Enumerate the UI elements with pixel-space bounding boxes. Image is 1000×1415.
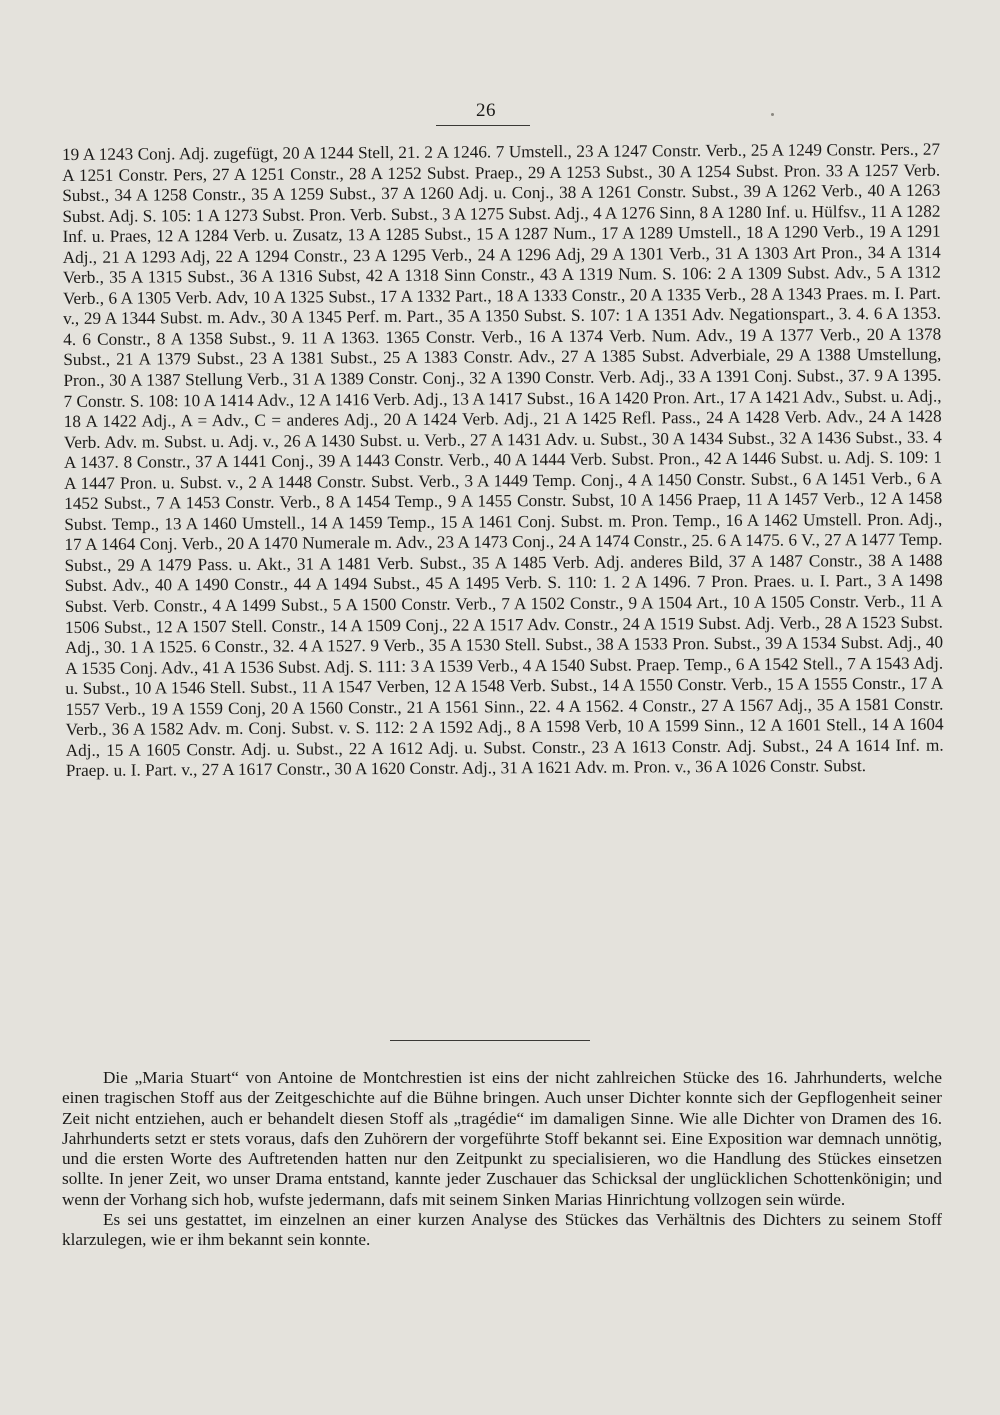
page-number: 26 (476, 100, 496, 121)
line-change-index: 19 A 1243 Conj. Adj. zugefügt, 20 A 1244 Stell, 21. 2 A 1246. 7 Umstell., 23 A 1247 Constr. Verb., 25 A 1249 Constr. Pers., 27 A 1251 Constr. Pers, 27 A 1251 Constr., 28 A 1252 Subst. Praep., 29 A 1253 Subst., 30 A 1254 Subst. Pron. 33 A 1257 Verb. Subst., 34 A 1258 Constr., 35 A 1259 Subst., 37 A 1260 Adj. u. Conj., 38 A 1261 Constr. Subst., 39 A 1262 Verb., 40 A 1263 Subst. Adj. S. 105: 1 A 1273 Subst. Pron. Verb. Subst., 3 A 1275 Subst. Adj., 4 A 1276 Sinn, 8 A 1280 Inf. u. Hülfsv., 11 A 1282 Inf. u. Praes, 12 A 1284 Verb. u. Zusatz, 13 A 1285 Subst., 15 A 1287 Num., 17 A 1289 Umstell., 18 A 1290 Verb., 19 A 1291 Adj., 21 A 1293 Adj, 22 A 1294 Constr., 23 A 1295 Verb., 24 A 1296 Adj, 29 A 1301 Verb., 31 A 1303 Art Pron., 34 A 1314 Verb., 35 A 1315 Subst., 36 A 1316 Subst, 42 A 1318 Sinn Constr., 43 A 1319 Num. S. 106: 2 A 1309 Subst. Adv., 5 A 1312 Verb., 6 A 1305 Verb. Adv, 10 A 1325 Subst., 17 A 1332 Part., 18 A 1333 Constr., 20 A 1335 Verb., 28 A 1343 Praes. m. I. Part. v., 29 A 1344 Subst. m. Adv., 30 A 1345 Perf. m. Part., 35 A 1350 Subst. S. 107: 1 A 1351 Adv. Negationspart., 3. 4. 6 A 1353. 4. 6 Constr., 8 A 1358 Subst., 9. 11 A 1363. 1365 Constr. Verb., 16 A 1374 Verb. Num. Adv., 19 A 1377 Verb., 20 A 1378 Subst., 21 A 1379 Subst., 23 A 1381 Subst., 25 A 1383 Constr. Adv., 27 A 1385 Subst. Adverbiale, 29 A 1388 Umstellung, Pron., 30 A 1387 Stellung Verb., 31 A 1389 Constr. Conj., 32 A 1390 Constr. Verb. Adj., 33 A 1391 Conj. Subst., 37. 9 A 1395. 7 Constr. S. 108: 10 A 1414 Adv., 12 A 1416 Verb. Adj., 13 A 1417 Subst., 16 A 1420 Pron. Art., 17 A 1421 Adv., Subst. u. Adj., 18 A 1422 Adj., A = Adv., C = anderes Adj., 20 A 1424 Verb. Adj., 21 A 1425 Refl. Pass., 24 A 1428 Verb. Adv., 24 A 1428 Verb. Adv. m. Subst. u. Adj. v., 26 A 1430 Subst. u. Verb., 27 A 1431 Adv. u. Subst., 30 A 1434 Subst., 32 A 1436 Subst., 33. 4 A 1437. 8 Constr., 37 A 1441 Conj., 39 A 1443 Constr. Verb., 40 A 1444 Verb. Subst. Pron., 42 A 1446 Subst. u. Adj. S. 109: 1 A 1447 Pron. u. Subst. v., 2 A 1448 Constr. Subst. Verb., 3 A 1449 Temp. Conj., 4 A 1450 Constr. Subst., 6 A 1451 Verb., 6 A 1452 Subst., 7 A 1453 Constr. Verb., 8 A 1454 Temp., 9 A 1455 Constr. Subst, 10 A 1456 Praep, 11 A 1457 Verb., 12 A 1458 Subst. Temp., 13 A 1460 Umstell., 14 A 1459 Temp., 15 A 1461 Conj. Subst. m. Pron. Temp., 16 A 1462 Umstell. Pron. Adj., 17 A 1464 Conj. Verb., 20 A 1470 Numerale m. Adv., 23 A 1473 Conj., 24 A 1474 Constr., 25. 6 A 1475. 6 V., 27 A 1477 Temp. Subst., 29 A 1479 Pass. u. Akt., 31 A 1481 Verb. Subst., 35 A 1485 Verb. Adj. anderes Bild, 37 A 1487 Constr., 38 A 1488 Subst. Adv., 40 A 1490 Constr., 44 A 1494 Subst., 45 A 1495 Verb. S. 110: 1. 2 A 1496. 7 Pron. Praes. u. I. Part., 3 A 1498 Subst. Verb. Constr., 4 A 1499 Subst., 5 A 1500 Constr. Verb., 7 A 1502 Constr., 9 A 1504 Art., 10 A 1505 Constr. Verb., 11 A 1506 Subst., 12 A 1507 Stell. Constr., 14 A 1509 Conj., 22 A 1517 Adv. Constr., 24 A 1519 Subst. Adj. Verb., 28 A 1523 Subst. Adj., 30. 1 A 1525. 6 Constr., 32. 4 A 1527. 9 Verb., 35 A 1530 Stell. Subst., 38 A 1533 Pron. Subst., 39 A 1534 Subst. Adj., 40 A 1535 Conj. Adv., 41 A 1536 Subst. Adj. S. 111: 3 A 1539 Verb., 4 A 1540 Subst. Praep. Temp., 6 A 1542 Stell., 7 A 1543 Adj. u. Subst., 10 A 1546 Stell. Subst., 11 A 1547 Verben, 12 A 1548 Verb. Subst., 14 A 1550 Constr. Verb., 15 A 1555 Constr., 17 A 1557 Verb., 19 A 1559 Conj, 20 A 1560 Constr., 21 A 1561 Sinn., 22. 4 A 1562. 4 Constr., 27 A 1567 Adj., 35 A 1581 Constr. Verb., 36 A 1582 Adv. m. Conj. Subst. v. S. 112: 2 A 1592 Adj., 8 A 1598 Verb, 10 A 1599 Sinn., 12 A 1601 Stell., 14 A 1604 Adj., 15 A 1605 Constr. Adj. u. Subst., 22 A 1612 Adj. u. Subst. Constr., 23 A 1613 Constr. Adj. Subst., 24 A 1614 Inf. m. Praep. u. I. Part. v., 27 A 1617 Constr., 30 A 1620 Constr. Adj., 31 A 1621 Adv. m. Pron. v., 36 A 1026 Constr. Subst. (62, 139, 944, 781)
section-divider (390, 1040, 590, 1041)
paragraph-analysis: Es sei uns gestattet, im einzelnen an einer kurzen Analyse des Stückes das Verhältnis des Dichters zu seinem Stoff klarzulegen, wie er ihm bekannt sein konnte. (62, 1210, 942, 1250)
paragraph-intro: Die „Maria Stuart“ von Antoine de Montchrestien ist eins der nicht zahlreichen Stücke des 16. Jahrhunderts, welche einen tragischen Stoff aus der Zeitgeschichte auf die Bühne bringen. Auch unser Dichter konnte sich der Gepflogenheit seiner Zeit nicht entziehen, auch er behandelt diesen Stoff als „tragédie“ im damaligen Sinne. Wie alle Dichter von Dramen des 16. Jahrhunderts setzt er stets voraus, dafs den Zuhörern der vorgeführte Stoff bekannt sei. Eine Exposition war demnach unnötig, und die ersten Worte des Auftretenden hatten nur den Zeitpunkt zu specialisieren, wo die Handlung des Stückes einsetzen sollte. In jener Zeit, wo unser Drama entstand, kannte jeder Zuschauer das Schicksal der unglücklichen Schottenkönigin; und wenn der Vorhang sich hob, wufste jedermann, dafs mit seinem Sinken Marias Hinrichtung vollzogen sein würde. (62, 1068, 942, 1209)
body-text (62, 1068, 942, 1251)
paper-speck (771, 113, 774, 116)
page-number-underline (436, 125, 530, 126)
